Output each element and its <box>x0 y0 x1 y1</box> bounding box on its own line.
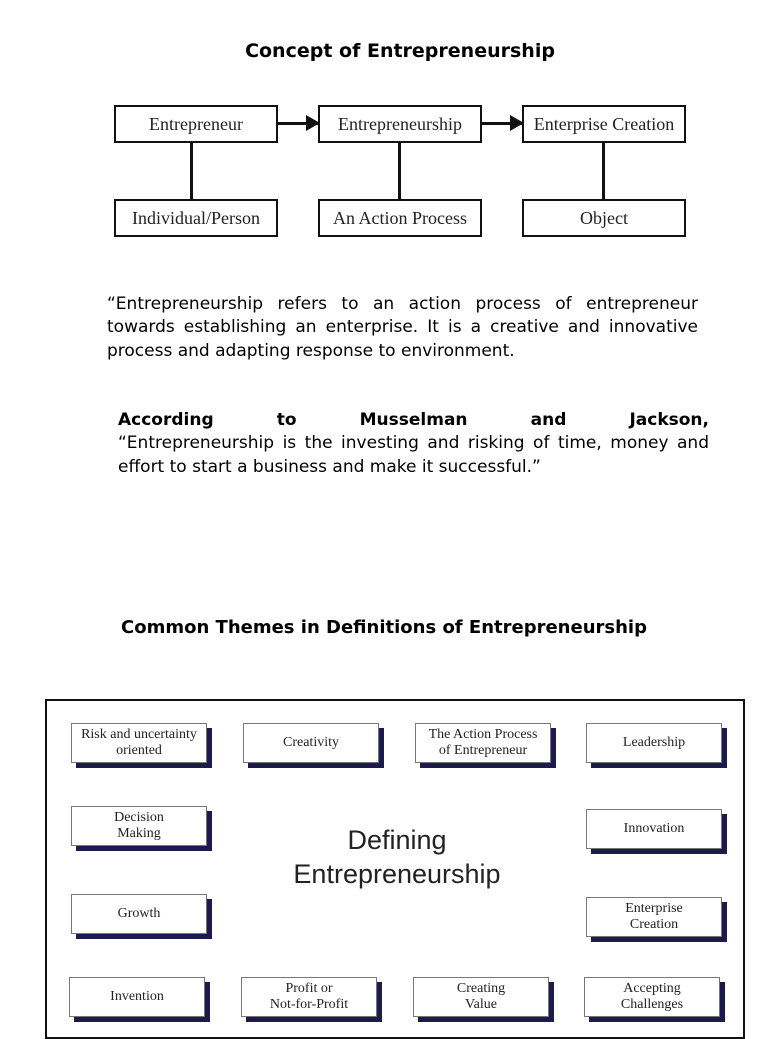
themes-title: Common Themes in Definitions of Entrepreneurship <box>121 617 647 638</box>
entrepreneurship-box: Entrepreneurship <box>318 105 482 143</box>
theme-creating-value: Creating Value <box>413 977 549 1017</box>
theme-enterprise-creation: Enterprise Creation <box>586 897 722 937</box>
musselman-lead: According to Musselman and Jackson, <box>118 410 709 430</box>
connector-line <box>602 143 605 199</box>
musselman-quote: “Entrepreneurship is the investing and risking of time, money and effort to start a business and make it successful.” <box>118 433 709 477</box>
connector-line <box>398 143 401 199</box>
theme-innovation: Innovation <box>586 809 722 849</box>
theme-creativity: Creativity <box>243 723 379 763</box>
object-box: Object <box>522 199 686 237</box>
concept-title: Concept of Entrepreneurship <box>245 40 555 62</box>
theme-accepting-challenges: Accepting Challenges <box>584 977 720 1017</box>
entrepreneur-box: Entrepreneur <box>114 105 278 143</box>
arrow-right-icon <box>482 122 522 125</box>
theme-decision-making: Decision Making <box>71 806 207 846</box>
arrow-right-icon <box>278 122 318 125</box>
theme-action-process: The Action Process of Entrepreneur <box>415 723 551 763</box>
theme-growth: Growth <box>71 894 207 934</box>
theme-invention: Invention <box>69 977 205 1017</box>
theme-leadership: Leadership <box>586 723 722 763</box>
themes-diagram <box>45 699 745 1039</box>
enterprise-creation-box: Enterprise Creation <box>522 105 686 143</box>
theme-profit: Profit or Not-for-Profit <box>241 977 377 1017</box>
theme-risk-uncertainty: Risk and uncertainty oriented <box>71 723 207 763</box>
action-process-box: An Action Process <box>318 199 482 237</box>
defining-entrepreneurship-label: Defining Entrepreneurship <box>293 825 501 889</box>
individual-person-box: Individual/Person <box>114 199 278 237</box>
musselman-jackson-paragraph <box>118 409 709 479</box>
definition-paragraph: “Entrepreneurship refers to an action process of entrepreneur towards establishing an enterprise. It is a creative and innovative process and adapting response to environment. <box>107 294 698 361</box>
connector-line <box>190 143 193 199</box>
